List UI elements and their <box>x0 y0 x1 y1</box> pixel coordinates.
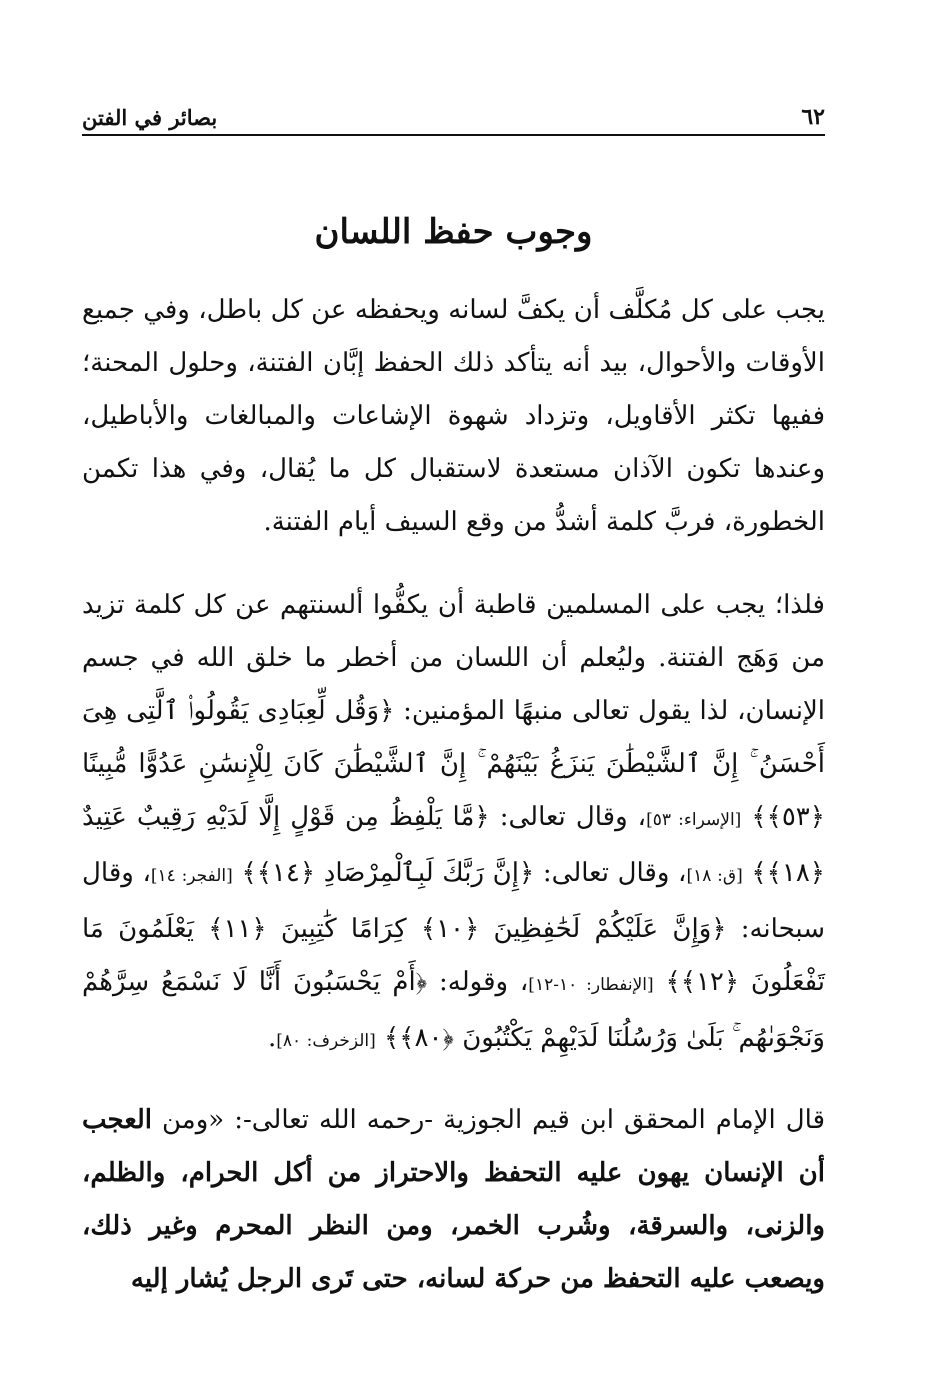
verse-reference-2: [ق: ١٨] <box>686 866 743 886</box>
chapter-title: وجوب حفظ اللسان <box>314 212 593 252</box>
connector-3: ، وقال سبحانه: <box>82 858 826 944</box>
verse-reference-1: [الإسراء: ٥٣] <box>646 810 742 830</box>
paragraph-1: يجب على كل مُكلَّف أن يكفَّ لسانه ويحفظه عن كل باطل، وفي جميع الأوقات والأحوال، بيد أنه يتأكد ذلك الحفظ إبَّان الفتنة، وحلول المحنة؛ ففيها تكثر الأقاويل، وتزداد شهوة الإشاعات والمبالغات والأباطيل، وعندها تكون الآذان مستعدة لاستقبال كل ما يُقال، وفي هذا تكمن الخطورة، فربَّ كلمة أشدُّ من وقع السيف أيام الفتنة. <box>82 295 825 537</box>
quran-verse-3: ﴿إِنَّ رَبَّكَ لَبِٱلْمِرْصَادِ ﴿١٤﴾﴾ <box>241 858 535 888</box>
verse-reference-3: [الفجر: ١٤] <box>150 866 233 886</box>
verse-reference-5: [الزخرف: ٨٠] <box>276 1031 376 1051</box>
page-body <box>82 284 825 1306</box>
connector-2: ، وقال تعالى: <box>542 858 687 888</box>
quran-verse-1: ﴿وَقُل لِّعِبَادِى يَقُولُوا۟ ٱلَّتِى هِىَ أَحْسَنُ ۚ إِنَّ ٱلشَّيْطَٰنَ يَنزَغُ بَيْنَهُمْ ۚ إِنَّ ٱلشَّيْطَٰنَ كَانَ لِلْإِنسَٰنِ عَدُوًّا مُّبِينًا ﴿٥٣﴾﴾ <box>82 696 826 832</box>
paragraph-2 <box>82 579 825 1068</box>
page-header <box>82 94 825 136</box>
page-number: ٦٢ <box>801 104 825 130</box>
connector-5: . <box>268 1023 277 1053</box>
paragraph-3-intro: قال الإمام المحقق ابن قيم الجوزية -رحمه الله تعالى-: «ومن <box>162 1105 826 1135</box>
running-title: بصائر في الفتن <box>82 105 218 130</box>
quran-verse-5: ﴿أَمْ يَحْسَبُونَ أَنَّا لَا نَسْمَعُ سِرَّهُمْ وَنَجْوَىٰهُم ۚ بَلَىٰ وَرُسُلُنَا لَدَيْهِمْ يَكْتُبُونَ ﴿٨٠﴾﴾ <box>82 967 825 1053</box>
quran-verse-4: ﴿وَإِنَّ عَلَيْكُمْ لَحَٰفِظِينَ ﴿١٠﴾ كِرَامًا كَٰتِبِينَ ﴿١١﴾ يَعْلَمُونَ مَا تَفْعَلُونَ ﴿١٢﴾﴾ <box>82 914 825 997</box>
verse-reference-4: [الإنفطار: ١٠-١٢] <box>528 975 654 995</box>
connector-4: ، وقوله: <box>439 967 529 997</box>
quran-verse-2: ﴿مَّا يَلْفِظُ مِن قَوْلٍ إِلَّا لَدَيْهِ رَقِيبٌ عَتِيدٌ ﴿١٨﴾﴾ <box>82 802 826 888</box>
paragraph-3 <box>82 1094 825 1306</box>
ibn-qayyim-quote: العجب أن الإنسان يهون عليه التحفظ والاحتراز من أكل الحرام، والظلم، والزنى، والسرقة، وشُرب الخمر، ومن النظر المحرم وغير ذلك، ويصعب عليه التحفظ من حركة لسانه، حتى تَرى الرجل يُشار إليه <box>82 1105 825 1294</box>
paragraph-2-intro: فلذا؛ يجب على المسلمين قاطبة أن يكفُّوا ألسنتهم عن كل كلمة تزيد من وَهَج الفتنة. وليُعلم أن اللسان من أخطر ما خلق الله في جسم الإنسان، لذا يقول تعالى منبهًا المؤمنين: <box>82 590 826 726</box>
connector-1: ، وقال تعالى: <box>499 802 647 832</box>
